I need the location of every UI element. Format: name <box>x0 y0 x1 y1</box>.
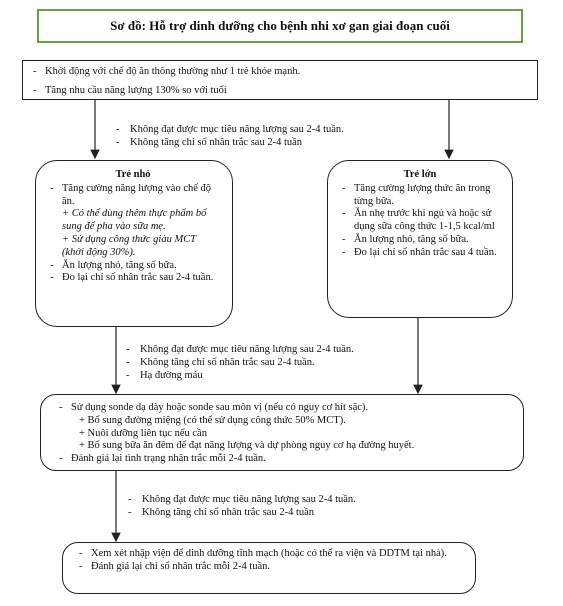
young-item: - Đo lại chỉ số nhân trắc sau 2-4 tuần. <box>48 272 218 285</box>
tube-subitem: + Bổ sung bữa ăn đêm để đạt năng lượng và dự phòng nguy cơ hạ đường huyết. <box>79 440 415 452</box>
tube-subitem: + Bổ sung đường miệng (có thể sử dụng công thức 50% MCT). <box>79 414 346 426</box>
older-children-header: Trẻ lớn <box>403 169 437 180</box>
tube-item: - Đánh giá lại tình trạng nhân trắc mỗi 2-4 tuần. <box>57 453 511 466</box>
older-item: - Đo lại chỉ số nhân trắc sau 4 tuần. <box>340 247 500 260</box>
final-box <box>62 542 476 594</box>
older-item: - Ăn lượng nhỏ, tăng số bữa. <box>340 234 500 247</box>
young-item: - Ăn lượng nhỏ, tăng số bữa. <box>48 260 218 273</box>
young-subitem: + Có thể dùng thêm thực phẩm bổ sung để pha vào sữa mẹ. <box>62 208 207 233</box>
tube-item: - Sử dụng sonde dạ dày hoặc sonde sau môn vị (nếu có nguy cơ hít sặc). <box>57 402 511 415</box>
young-subitem: + Sử dụng công thức giàu MCT (khởi động 30%). <box>62 233 196 258</box>
diagram-title <box>37 9 523 43</box>
condition-item: - Không tăng chỉ số nhân trắc sau 2-4 tuần. <box>122 357 442 370</box>
diagram-title-text: Sơ đồ: Hỗ trợ dinh dưỡng cho bệnh nhi xơ gan giai đoạn cuối <box>110 18 450 34</box>
condition-item: - Hạ đường máu <box>122 370 442 383</box>
tube-subitem: + Nuôi dưỡng liên tục nếu cần <box>79 427 207 439</box>
condition-note-1 <box>112 124 452 150</box>
young-children-header: Trẻ nhỏ <box>115 169 151 180</box>
condition-note-3 <box>124 494 444 520</box>
condition-item: - Không đạt được mục tiêu năng lượng sau 2-4 tuần. <box>112 124 452 137</box>
final-item: - Xem xét nhập viện để dinh dưỡng tĩnh mạch (hoặc có thể ra viện và DDTM tại nhà). <box>77 548 461 561</box>
condition-item: - Không tăng chỉ số nhân trắc sau 2-4 tuần <box>112 137 452 150</box>
start-item: - Tăng nhu cầu năng lượng 130% so với tuổi <box>31 85 529 98</box>
young-children-box <box>35 160 233 327</box>
tube-feeding-box <box>40 394 524 471</box>
condition-item: - Không đạt được mục tiêu năng lượng sau 2-4 tuần. <box>122 344 442 357</box>
start-box <box>22 60 538 100</box>
start-item: - Khởi động với chế độ ăn thông thường như 1 trẻ khỏe mạnh. <box>31 66 529 79</box>
young-item: - Tăng cường năng lượng vào chế độ ăn. <box>48 183 218 209</box>
condition-note-2 <box>122 344 442 382</box>
condition-item: - Không đạt được mục tiêu năng lượng sau 2-4 tuần. <box>124 494 444 507</box>
older-item: - Ăn nhẹ trước khi ngủ và hoặc sử dụng sữa công thức 1-1,5 kcal/ml <box>340 208 500 234</box>
condition-item: - Không tăng chỉ số nhân trắc sau 2-4 tuần <box>124 507 444 520</box>
final-item: - Đánh giá lại chỉ số nhân trắc mỗi 2-4 tuần. <box>77 561 461 574</box>
older-item: - Tăng cường lượng thức ăn trong từng bữa. <box>340 183 500 209</box>
older-children-box <box>327 160 513 318</box>
